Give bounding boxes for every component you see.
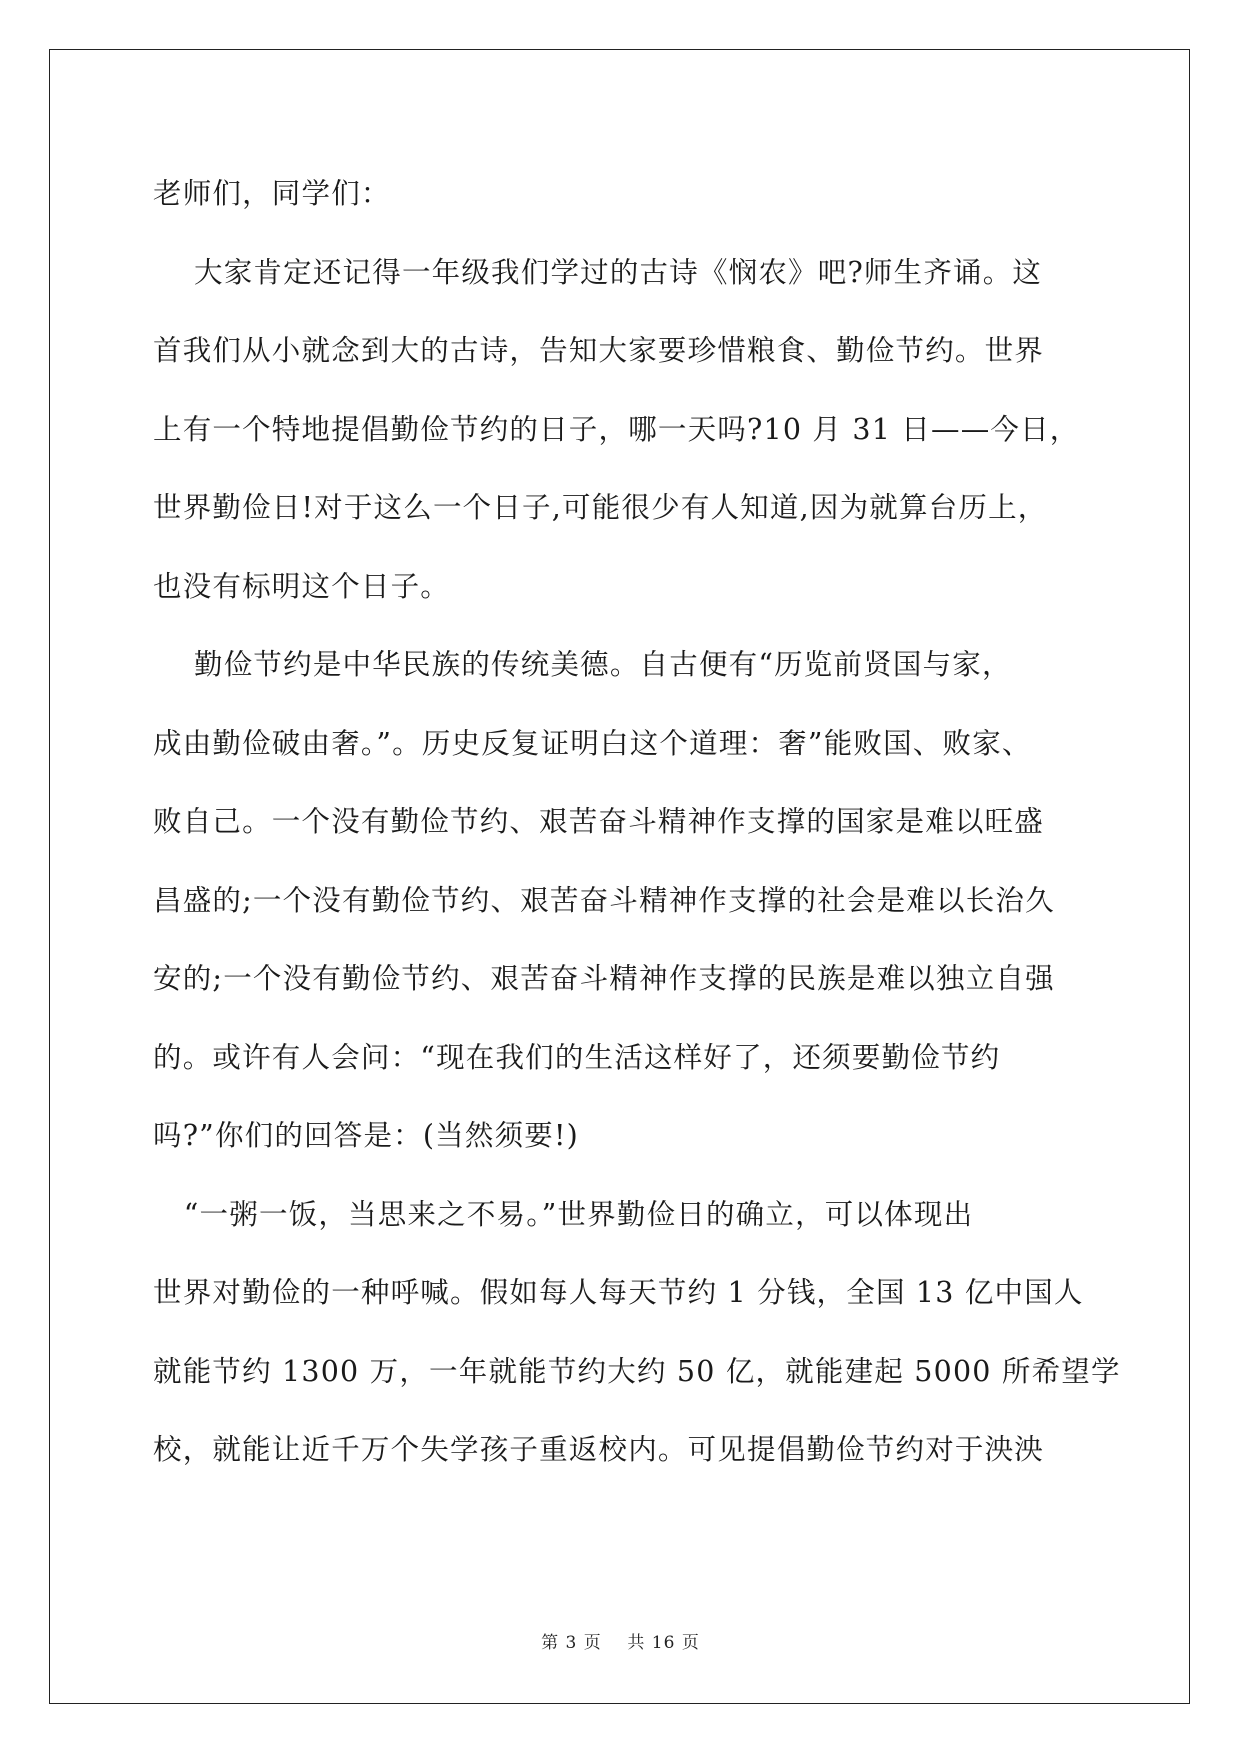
text-line: 安的;一个没有勤俭节约、艰苦奋斗精神作支撑的民族是难以独立自强: [153, 962, 1055, 995]
text-line: 昌盛的;一个没有勤俭节约、艰苦奋斗精神作支撑的社会是难以长治久: [153, 883, 1055, 917]
document-body: [153, 166, 1121, 1501]
text-line: 老师们，同学们：: [153, 177, 391, 210]
text-line: “一粥一饭，当思来之不易。”世界勤俭日的确立，可以体现出: [153, 1197, 974, 1231]
text-line: 的。或许有人会问：“现在我们的生活这样好了，还须要勤俭节约: [153, 1040, 1001, 1074]
page-number-footer: 第 3 页 共 16 页: [541, 1633, 700, 1653]
text-line: 吗?”你们的回答是：(当然须要!): [153, 1119, 579, 1152]
text-line: 勤俭节约是中华民族的传统美德。自古便有“历览前贤国与家，: [153, 648, 1012, 681]
text-line: 成由勤俭破由奢。”。历史反复证明白这个道理：奢”能败国、败家、: [153, 726, 1032, 760]
text-line: 大家肯定还记得一年级我们学过的古诗《悯农》吧?师生齐诵。这: [153, 255, 1043, 289]
text-line: 世界勤俭日!对于这么一个日子,可能很少有人知道,因为就算台历上，: [153, 491, 1048, 524]
text-line: 就能节约 1300 万，一年就能节约大约 50 亿，就能建起 5000 所希望学: [153, 1354, 1121, 1388]
text-line: 世界对勤俭的一种呼喊。假如每人每天节约 1 分钱，全国 13 亿中国人: [153, 1276, 1084, 1309]
text-line: 上有一个特地提倡勤俭节约的日子，哪一天吗?10 月 31 日——今日，: [153, 412, 1080, 446]
text-line: 败自己。一个没有勤俭节约、艰苦奋斗精神作支撑的国家是难以旺盛: [153, 805, 1045, 838]
text-line: 也没有标明这个日子。: [153, 569, 451, 603]
text-line: 首我们从小就念到大的古诗，告知大家要珍惜粮食、勤俭节约。世界: [153, 334, 1045, 367]
text-line: 校，就能让近千万个失学孩子重返校内。可见提倡勤俭节约对于泱泱: [153, 1433, 1045, 1466]
